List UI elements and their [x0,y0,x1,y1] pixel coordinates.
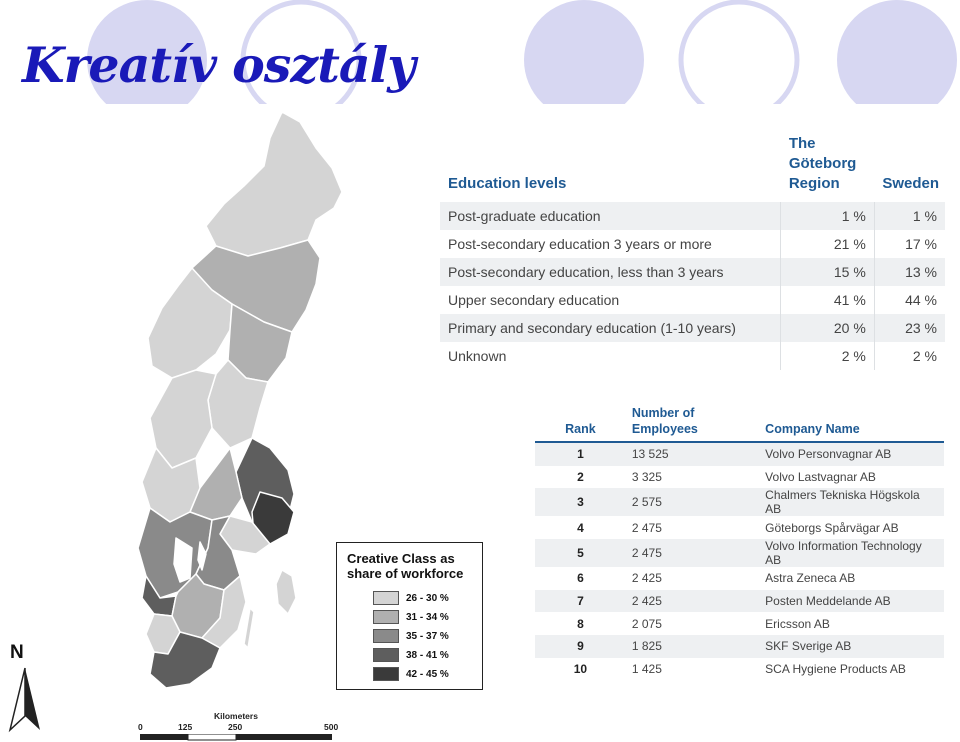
table-row [535,539,944,567]
company-cell: SKF Sverige AB [759,635,944,658]
scale-tick-label: 500 [324,722,339,732]
education-row [440,286,945,314]
education-label: Post-graduate education [440,202,781,230]
table-row [535,442,944,466]
sweden-header: Sweden [882,175,939,192]
rank-cell: 3 [535,488,626,516]
education-row [440,202,945,230]
slide-title: Kreatív osztály [22,36,415,94]
education-row [440,258,945,286]
rank-cell: 7 [535,590,626,613]
company-cell: Ericsson AB [765,616,830,631]
sweden-value: 2 % [874,342,945,370]
goteborg-value: 15 % [781,258,874,286]
scale-tick-label: 125 [178,722,193,732]
rank-cell: 1 [535,442,626,466]
sweden-value: 13 % [874,258,945,286]
legend-swatch [373,610,399,624]
scale-tick-label: 0 [138,722,143,732]
education-label: Primary and secondary education (1-10 years) [440,314,781,342]
goteborg-value: 1 % [781,202,874,230]
legend-item [373,610,449,624]
sweden-value: 17 % [874,230,945,258]
legend-label: 42 - 45 % [406,668,449,680]
table-row [535,488,944,516]
scale-title: Kilometers [214,711,258,721]
employees-cell: 2 425 [631,571,662,586]
employees-cell: 13 525 [626,442,759,466]
employees-cell: 1 825 [626,635,759,658]
employees-cell: 3 325 [631,470,662,485]
north-arrow [8,642,42,734]
legend-swatch [373,648,399,662]
company-cell: Volvo Information Technology AB [759,539,944,567]
map-region [244,608,254,648]
table-row [535,466,944,489]
company-header: Company Name [759,405,944,442]
table-row [535,658,944,681]
table-row [535,612,944,635]
legend-swatch [373,629,399,643]
table-row [535,516,944,539]
education-row [440,342,945,370]
rank-cell: 4 [577,520,584,535]
scale-bar-graphic [140,734,350,742]
sweden-value: 23 % [874,314,945,342]
deco-circle [524,0,644,110]
sweden-map [120,108,350,698]
employees-cell: 2 075 [631,616,662,631]
company-cell: Göteborgs Spårvägar AB [765,520,899,535]
company-cell: Astra Zeneca AB [765,571,856,586]
employees-header: Number of Employees [626,405,759,442]
education-header-row [440,132,945,202]
rank-cell: 10 [573,662,588,677]
map-region [206,112,342,256]
legend-label: 26 - 30 % [406,592,449,604]
education-row [440,230,945,258]
deco-circle [681,2,797,110]
legend-label: 35 - 37 % [406,630,449,642]
employees-cell: 2 425 [626,590,759,613]
legend-item [373,667,449,681]
education-levels-header: Education levels [448,175,567,192]
legend-swatch [373,667,399,681]
goteborg-value: 21 % [781,230,874,258]
company-cell: Posten Meddelande AB [759,590,944,613]
legend-label: 38 - 41 % [406,649,449,661]
company-cell: Volvo Lastvagnar AB [765,470,876,485]
employees-cell: 2 575 [626,488,759,516]
rank-cell: 6 [577,571,584,586]
company-cell: Chalmers Tekniska Högskola AB [759,488,944,516]
table-row [535,590,944,613]
map-legend [336,542,483,690]
legend-swatch [373,591,399,605]
employees-cell: 1 425 [631,662,662,677]
employees-cell: 2 475 [631,520,662,535]
goteborg-region-header: The Göteborg Region [788,135,857,192]
legend-item [373,629,449,643]
legend-label: 31 - 34 % [406,611,449,623]
sweden-value: 44 % [874,286,945,314]
goteborg-value: 2 % [781,342,874,370]
rank-cell: 5 [535,539,626,567]
employees-cell: 2 475 [626,539,759,567]
legend-item [373,591,449,605]
goteborg-value: 20 % [781,314,874,342]
scale-bar [138,708,348,742]
education-label: Unknown [448,348,507,364]
table-row [535,635,944,658]
goteborg-value: 41 % [781,286,874,314]
employers-table [535,405,944,681]
company-cell: SCA Hygiene Products AB [765,662,906,677]
company-cell: Volvo Personvagnar AB [759,442,944,466]
rank-cell: 8 [577,616,584,631]
map-region [276,570,296,614]
education-table [440,132,945,370]
employers-header-row [535,405,944,442]
rank-header: Rank [535,405,626,442]
table-row [535,567,944,590]
north-label: N [10,642,24,663]
legend-title: Creative Class as share of workforce [347,551,464,581]
north-arrow-icon [8,666,42,734]
education-row [440,314,945,342]
deco-circle [837,0,957,110]
rank-cell: 9 [535,635,626,658]
education-label: Post-secondary education 3 years or more [448,236,712,252]
rank-cell: 2 [577,470,584,485]
legend-item [373,648,449,662]
education-label: Upper secondary education [448,292,620,308]
sweden-value: 1 % [874,202,945,230]
education-label: Post-secondary education, less than 3 years [440,258,781,286]
scale-tick-label: 250 [228,722,243,732]
